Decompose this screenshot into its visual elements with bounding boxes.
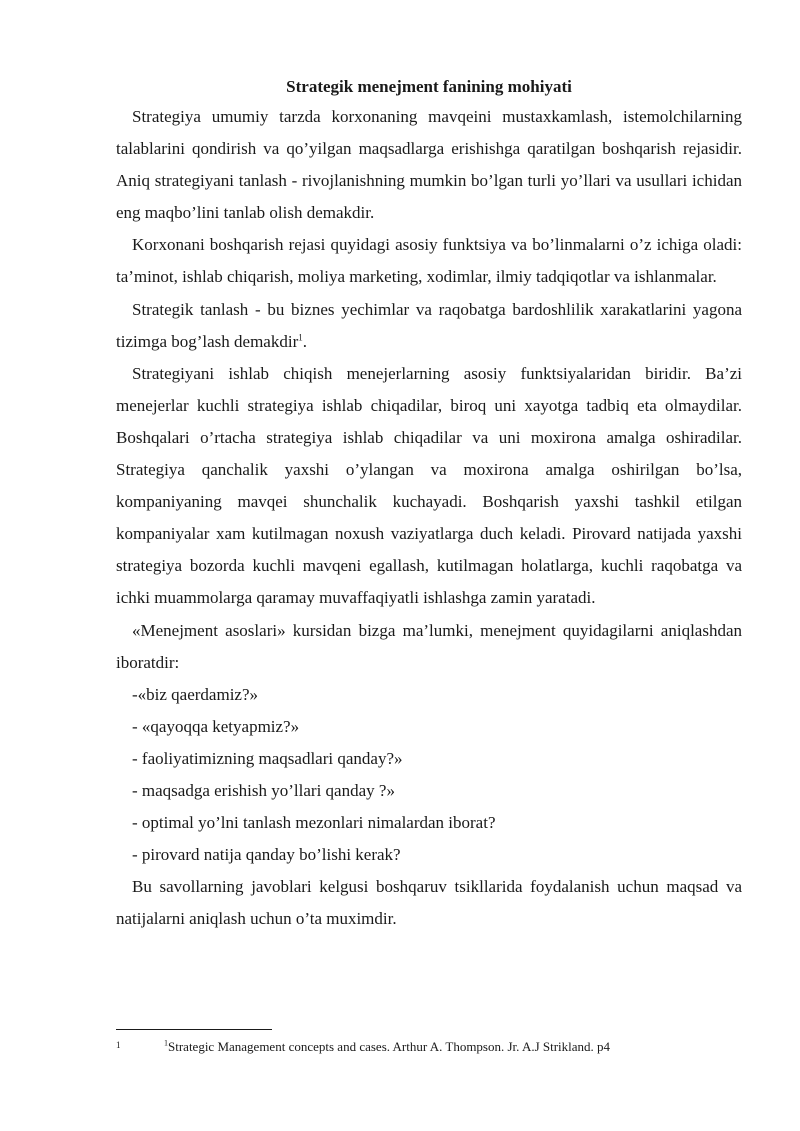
paragraph-management-basics: «Menejment asoslari» kursidan bizga ma’lumki, menejment quyidagilarni aniqlashdan iboratdir: (116, 620, 742, 672)
question-item: - pirovard natija qanday bo’lishi kerak? (132, 845, 401, 865)
paragraph-management-plan: Korxonani boshqarish rejasi quyidagi asosiy funktsiya va bo’linmalarni o’z ichiga oladi: ta’minot, ishlab chiqarish, moliya marketing, xodimlar, ilmiy tadqiqotlar va ishlanmalar. (116, 235, 742, 287)
footnote-separator (116, 1029, 272, 1030)
paragraph-strategy-development: Strategiyani ishlab chiqish menejerlarning asosiy funktsiyalaridan biridir. Ba’zi menejerlar kuchli strategiya ishlab chiqadilar, biroq uni xayotga tadbiq eta olmaydilar. Boshqalari o’rtacha strategiya ishlab chiqadilar va uni moxirona amalga oshiradilar. Strategiya qanchalik yaxshi o’ylangan va moxirona amalga oshirilgan bo’lsa, kompaniyaning mavqei shunchalik kuchayadi. Boshqarish yaxshi tashkil etilgan kompaniyalar xam kutilmagan noxush vaziyatlarga duch keladi. Pirovard natijada yaxshi strategiya bozorda kuchli mavqeni egallash, kutilmagan holatlarga, kuchli raqobatga va ichki muammolarga qaramay muvaffaqiyatli ishlashga zamin yaratadi. (116, 363, 742, 608)
paragraph-strategic-choice (116, 294, 742, 358)
question-item: - optimal yo’lni tanlash mezonlari nimalardan iborat? (132, 813, 496, 833)
paragraph-closing: Bu savollarning javoblari kelgusi boshqaruv tsikllarida foydalanish uchun maqsad va natijalarni aniqlash uchun o’ta muximdir. (116, 877, 742, 929)
footnote-inner-reference: 1 (164, 1038, 168, 1048)
question-item: - «qayoqqa ketyapmiz?» (132, 716, 300, 736)
paragraph-strategy-definition: Strategiya umumiy tarzda korxonaning mavqeini mustaxkamlash, istemolchilarning talablarini qondirish va qo’yilgan maqsadlarga erishishga qaratilgan boshqarish rejasidir. Aniq strategiyani tanlash - rivojlanishning mumkin bo’lgan turli yo’llari va usullari ichidan eng maqbo’lini tanlab olish demakdir. (116, 107, 742, 223)
footnote-number: 1 (116, 1040, 121, 1050)
question-item: - maqsadga erishish yo’llari qanday ?» (132, 780, 395, 800)
footnote-reference[interactable]: 1 (298, 332, 303, 342)
footnote-text: Strategic Management concepts and cases. Arthur A. Thompson. Jr. A.J Strikland. p4 (168, 1039, 611, 1054)
paragraph-strategic-choice-end: . (302, 331, 307, 351)
question-item: - faoliyatimizning maqsadlari qanday?» (132, 748, 403, 768)
document-page (116, 76, 742, 935)
question-item: -«biz qaerdamiz?» (132, 684, 259, 704)
document-title: Strategik menejment fanining mohiyati (286, 77, 572, 96)
paragraph-strategic-choice-text: Strategik tanlash - bu biznes yechimlar va raqobatga bardoshlilik xarakatlarini yagona tizimga bog’lash demakdir (116, 299, 742, 351)
footnote-text-line (164, 1039, 610, 1055)
